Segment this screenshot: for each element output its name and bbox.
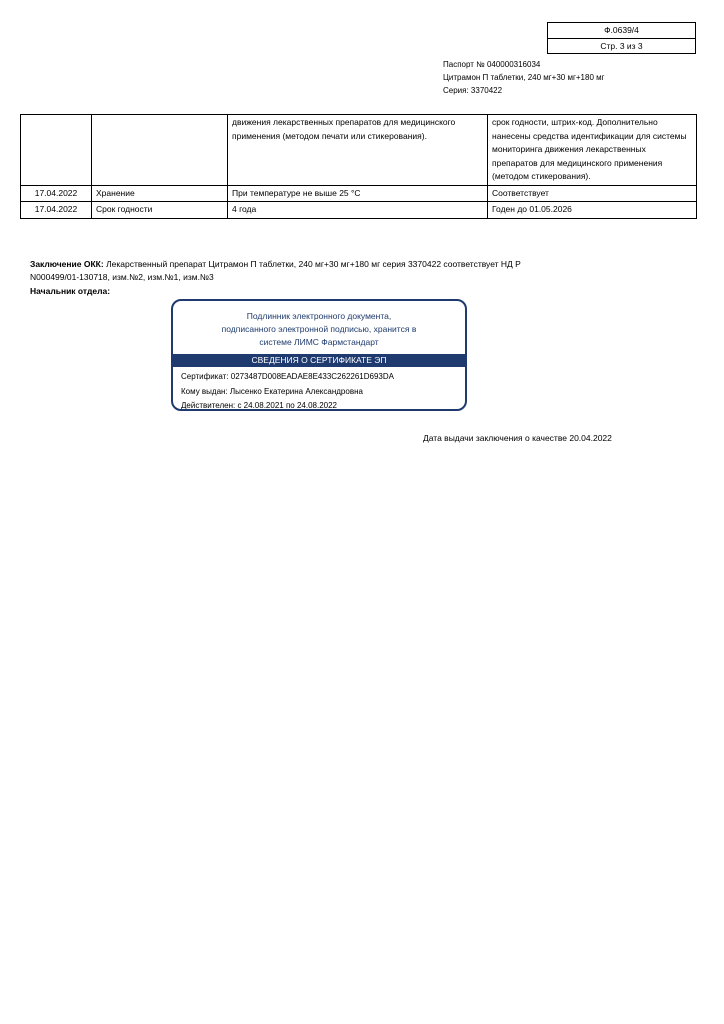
series-number: Серия: 3370422: [443, 86, 503, 95]
stamp-line-3: системе ЛИМС Фармстандарт: [259, 337, 379, 347]
stamp-line-1: Подлинник электронного документа,: [246, 311, 392, 321]
stamp-issued-to: Кому выдан: Лысенко Екатерина Александровна: [181, 386, 363, 396]
page-indicator: Стр. 3 из 3: [600, 41, 643, 51]
table-cell-indicator: Срок годности: [92, 202, 228, 219]
stamp-line-2: подписанного электронной подписью, хранится в: [221, 324, 417, 334]
table-row: [21, 185, 697, 202]
passport-number: Паспорт № 040000316034: [443, 60, 541, 69]
conclusion-text: Лекарственный препарат Цитрамон П таблетки, 240 мг+30 мг+180 мг серия 3370422 соответствует НД Р N000499/01-130718, изм.№2, изм.№1, изм.№3: [30, 259, 521, 282]
table-cell-date: 17.04.2022: [21, 202, 92, 219]
table-row: [21, 202, 697, 219]
table-row: [21, 115, 697, 186]
table-cell-norm: При температуре не выше 25 °С: [228, 185, 488, 202]
stamp-validity: Действителен: с 24.08.2021 по 24.08.2022: [181, 401, 337, 410]
stamp-certificate-header: СВЕДЕНИЯ О СЕРТИФИКАТЕ ЭП: [173, 354, 465, 367]
product-name: Цитрамон П таблетки, 240 мг+30 мг+180 мг: [443, 73, 605, 82]
form-code: Ф.0639/4: [548, 23, 695, 39]
stamp-notice: [173, 301, 465, 349]
passport-header: [443, 58, 605, 97]
table-cell-result: Соответствует: [488, 185, 697, 202]
qc-conclusion: [30, 258, 570, 284]
table-cell-result: Годен до 01.05.2026: [488, 202, 697, 219]
table-cell-indicator: Хранение: [92, 185, 228, 202]
test-results-table: [20, 114, 697, 219]
table-cell-date: [21, 115, 92, 186]
department-head-label: Начальник отдела:: [30, 286, 111, 296]
electronic-signature-stamp: [171, 299, 467, 411]
table-cell-norm: 4 года: [228, 202, 488, 219]
conclusion-label: Заключение ОКК:: [30, 259, 104, 269]
conclusion-issue-date: Дата выдачи заключения о качестве 20.04.2022: [423, 433, 612, 443]
table-cell-indicator: [92, 115, 228, 186]
table-cell-result: срок годности, штрих-код. Дополнительно нанесены средства идентификации для системы мониторинга движения лекарственных препаратов для медицинского применения (методом стикерования).: [488, 115, 697, 186]
stamp-certificate-info: [173, 367, 465, 411]
table-cell-norm: движения лекарственных препаратов для медицинского применения (методом печати или стикерования).: [228, 115, 488, 186]
stamp-certificate-number: Сертификат: 0273487D008EADAE8E433C262261D693DA: [181, 372, 394, 381]
table-cell-date: 17.04.2022: [21, 185, 92, 202]
form-number-box: [547, 22, 696, 54]
